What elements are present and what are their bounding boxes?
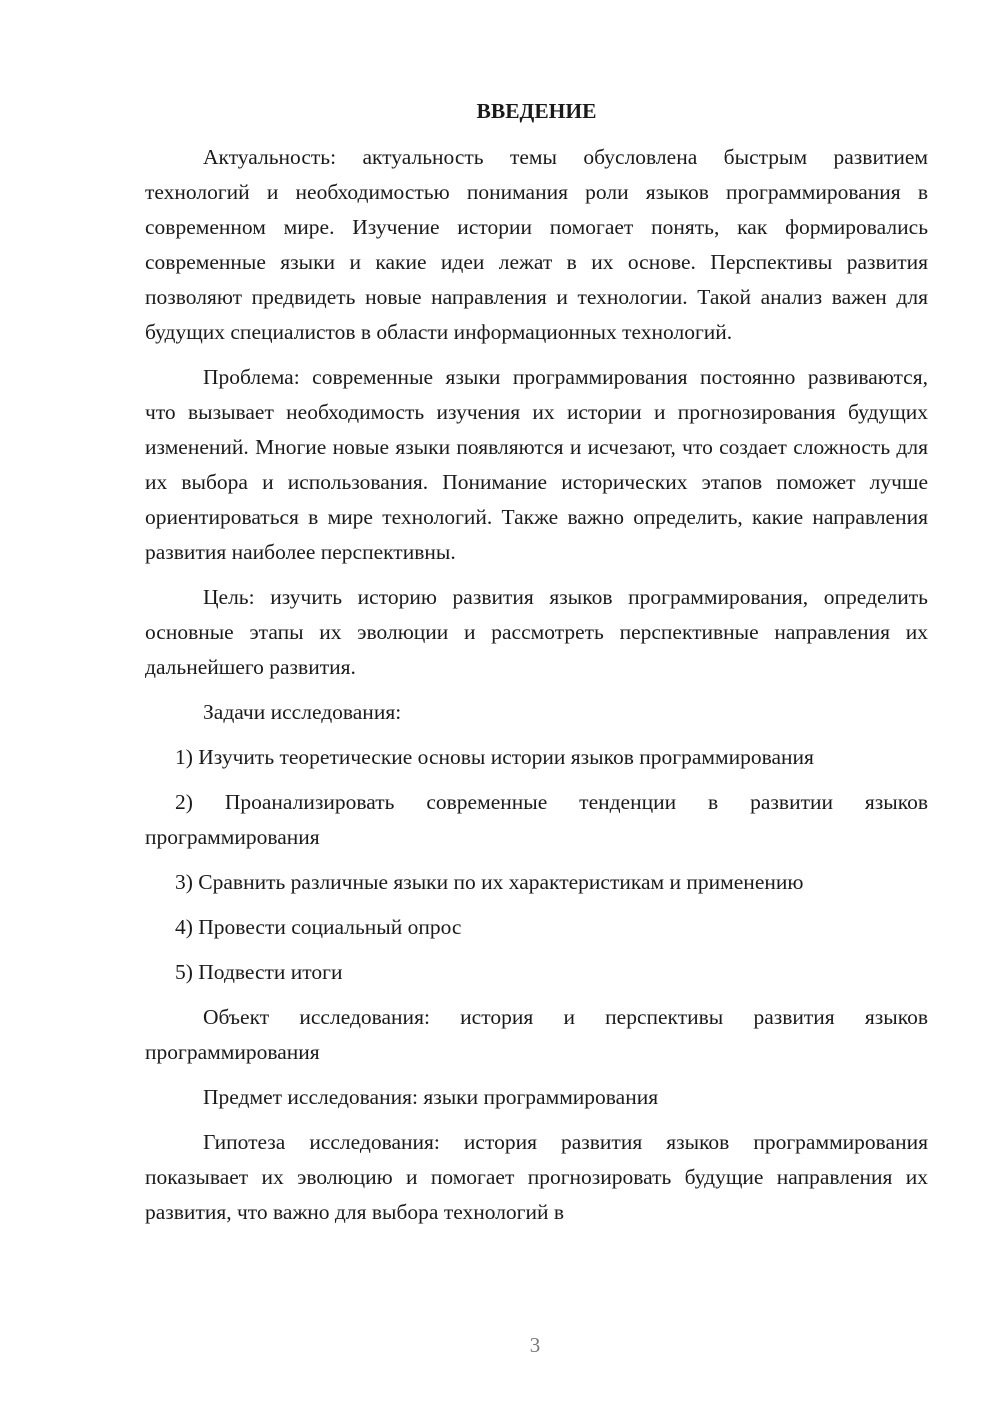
paragraph-subject: Предмет исследования: языки программирования (203, 1085, 659, 1109)
task-item: 2) Проанализировать современные тенденции в развитии языков программирования (145, 790, 928, 849)
section-title: ВВЕДЕНИЕ (476, 99, 597, 123)
task-item: 4) Провести социальный опрос (175, 915, 462, 939)
task-item: 1) Изучить теоретические основы истории языков программирования (175, 745, 814, 769)
paragraph-hypothesis: Гипотеза исследования: история развития языков программирования показывает их эволюцию и помогает прогнозировать будущие направления их развития, что важно для выбора технологий в (145, 1130, 928, 1224)
paragraph-goal: Цель: изучить историю развития языков программирования, определить основные этапы их эволюции и рассмотреть перспективные направления их дальнейшего развития. (145, 585, 928, 679)
document-body (145, 96, 928, 1230)
page-number: 3 (529, 1333, 541, 1357)
task-item: 5) Подвести итоги (175, 960, 343, 984)
paragraph-object: Объект исследования: история и перспективы развития языков программирования (145, 1005, 928, 1064)
paragraph-problem: Проблема: современные языки программирования постоянно развиваются, что вызывает необходимость изучения их истории и прогнозирования будущих изменений. Многие новые языки появляются и исчезают, что создает сложность для их выбора и использования. Понимание исторических этапов поможет лучше ориентироваться в мире технологий. Также важно определить, какие направления развития наиболее перспективны. (145, 365, 928, 564)
paragraph-relevance: Актуальность: актуальность темы обусловлена быстрым развитием технологий и необходимостью понимания роли языков программирования в современном мире. Изучение истории помогает понять, как формировались современные языки и какие идеи лежат в их основе. Перспективы развития позволяют предвидеть новые направления и технологии. Такой анализ важен для будущих специалистов в области информационных технологий. (145, 145, 928, 344)
task-item: 3) Сравнить различные языки по их характеристикам и применению (175, 870, 804, 894)
tasks-heading: Задачи исследования: (203, 700, 402, 724)
